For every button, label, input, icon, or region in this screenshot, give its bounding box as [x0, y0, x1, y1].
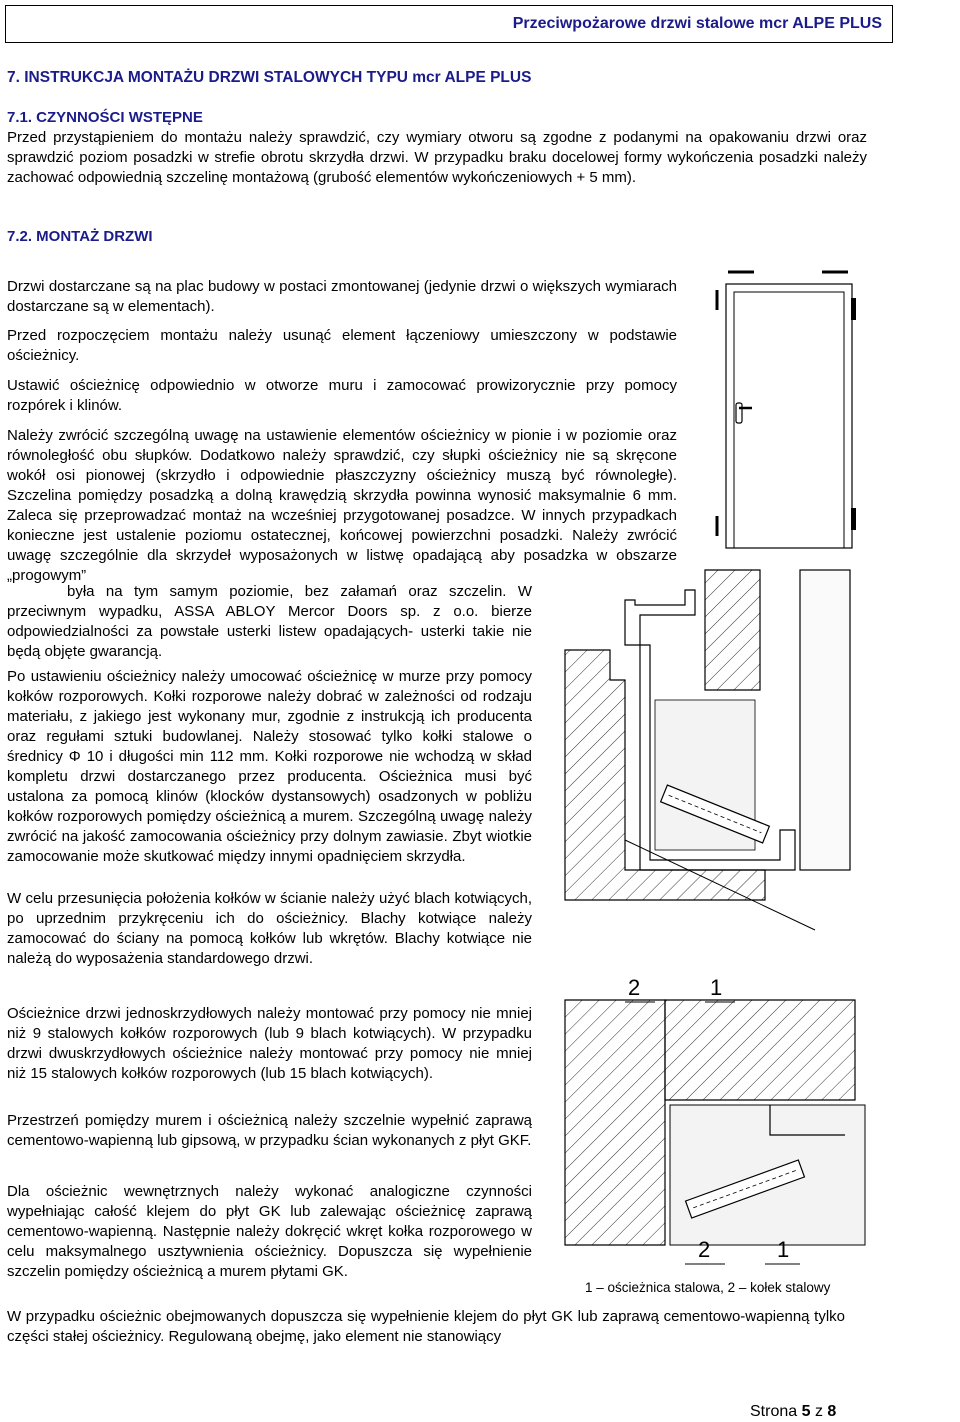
- figure-label-1-bottom: 1: [777, 1237, 790, 1262]
- paragraph-warranty: była na tym samym poziomie, bez załamań oraz szczelin. W przeciwnym wypadku, ASSA ABLOY Mercor Doors sp. z o.o. bierze odpowiedzialności za powstałe usterki listew opadających- usterki takie nie będą objęte gwarancją.: [7, 583, 532, 660]
- paragraph-anchor-plates: W celu przesunięcia położenia kołków w ścianie należy użyć blach kotwiących, po uprzednim przykręceniu ich do ościeżnicy. Blachy kotwiące należy zamocować do ściany na pomocą kołków lub wkrętów. Blachy kotwiące nie należą do wyposażenia standardowego drzwi.: [7, 890, 532, 967]
- frame-section-drawing-top: [565, 570, 865, 950]
- paragraph-anchoring: Po ustawieniu ościeżnicy należy umocować ościeżnicę w murze przy pomocy kołków rozporowych. Kołki rozporowe należy dobrać w zależności od rodzaju materiału, z jakiego jest wykonany mur, zgodnie z instrukcją ich producenta oraz regułami sztuki budowlanej. Należy stosować tylko kołki stalowe o średnicy Φ 10 i długości min 112 mm. Kołki rozporowe nie wchodzą w skład kompletu drzwi dostarczanego przez producenta. Ościeżnica musi być ustalona za pomocą klinów (klocków dystansowych) osadzonych w pobliżu kołków rozporowych pomiędzy ościeżnicą a murem. Szczególną uwagę należy zwrócić na jakość zamocowania ościeżnicy przy dolnym zawiasie. Zbyt wiotkie zamocowanie może skutkować między innymi opadnięciem skrzydła.: [7, 668, 532, 865]
- figure-label-2-top: 2: [628, 975, 641, 1000]
- paragraph-internal-frames: Dla ościeżnic wewnętrznych należy wykonać analogiczne czynności wypełniając całość klejem do płyt GK lub zalewając ościeżnicę zaprawą cementowo-wapienną. Następnie należy dokręcić wkręt kołka rozporowego w celu maksymalnego usztywnienia ościeżnicy. Dopuszcza się wypełnienie szczelin pomiędzy ościeżnicą a murem płytami GK.: [7, 1183, 532, 1280]
- footer-prefix: Strona: [750, 1403, 798, 1420]
- paragraph-anchor-count: Ościeżnice drzwi jednoskrzydłowych należy montować przy pomocy nie mniej niż 9 stalowych kołków rozporowych (lub 9 blach kotwiących). W przypadku drzwi dwuskrzydłowych ościeżnice należy montować przy pomocy nie mniej niż 15 stalowych kołków rozporowych (lub 15 blach kotwiących).: [7, 1005, 532, 1082]
- footer-page: 5: [801, 1403, 811, 1420]
- door-elevation-drawing: [710, 268, 860, 558]
- figure-caption: 1 – ościeżnica stalowa, 2 – kołek stalowy: [585, 1280, 831, 1295]
- paragraph-set-frame: Ustawić ościeżnicę odpowiednio w otworze muru i zamocować prowizorycznie przy pomocy rozpórek i klinów.: [7, 377, 677, 414]
- paragraph-delivery: Drzwi dostarczane są na plac budowy w postaci zmontowanej (jedynie drzwi o większych wymiarach dostarczane są w elementach).: [7, 278, 677, 315]
- paragraph-preliminary: Przed przystąpieniem do montażu należy sprawdzić, czy wymiary otworu są zgodne z podanymi na opakowaniu drzwi oraz sprawdzić poziom posadzki w strefie obrotu skrzydła drzwi. W przypadku braku docelowej formy wykończenia posadzki należy zachować odpowiednią szczelinę montażową (grubość elementów wykończeniowych + 5 mm).: [7, 129, 867, 186]
- paragraph-remove-connector: Przed rozpoczęciem montażu należy usunąć element łączeniowy umieszczony w podstawie ościeżnicy.: [7, 327, 677, 364]
- paragraph-filling: Przestrzeń pomiędzy murem i ościeżnicą należy szczelnie wypełnić zaprawą cementowo-wapienną lub gipsową, w przypadku ścian wykonanych z płyt GKF.: [7, 1112, 532, 1149]
- header-title: Przeciwpożarowe drzwi stalowe mcr ALPE PLUS: [512, 15, 882, 32]
- figure-label-1-top: 1: [710, 975, 723, 1000]
- paragraph-alignment: Należy zwrócić szczególną uwagę na ustawienie elementów ościeżnicy w pionie i w poziomie oraz równoległość obu słupków. Dodatkowo należy sprawdzić, czy słupki ościeżnicy nie są skręcone wokół osi pionowej (skrzydło i odpowiednie płaszczyzny ościeżnicy muszą być równoległe). Szczelina pomiędzy posadzką a dolną krawędzią skrzydła powinna wynosić maksymalnie 6 mm. Zaleca się przeprowadzać montaż na wcześniej przygotowanej posadzce. W innych przypadkach konieczne jest ustalenie poziomu ostatecznej, końcowej powierzchni posadzki. Należy zwrócić uwagę szczególnie dla skrzydeł wyposażonych w listwę opadającą aby posadzka w obszarze „progowym”: [7, 427, 677, 584]
- footer-total: 8: [827, 1403, 837, 1420]
- section-title: 7. INSTRUKCJA MONTAŻU DRZWI STALOWYCH TYPU mcr ALPE PLUS: [7, 69, 532, 86]
- figure-label-2-bottom: 2: [698, 1237, 711, 1262]
- subsection-heading-2: 7.2. MONTAŻ DRZWI: [7, 228, 153, 245]
- footer-of: z: [814, 1403, 823, 1420]
- paragraph-wrap-frames: W przypadku ościeżnic obejmowanych dopuszcza się wypełnienie klejem do płyt GK lub zaprawą cementowo-wapienną tylko części stałej ościeżnicy. Regulowaną obejmę, jako element nie stanowiący: [7, 1308, 845, 1345]
- figure-label-underlines: [620, 1000, 860, 1270]
- page-footer: [750, 1402, 836, 1422]
- page-header: [5, 5, 893, 43]
- subsection-heading-1: 7.1. CZYNNOŚCI WSTĘPNE: [7, 109, 203, 126]
